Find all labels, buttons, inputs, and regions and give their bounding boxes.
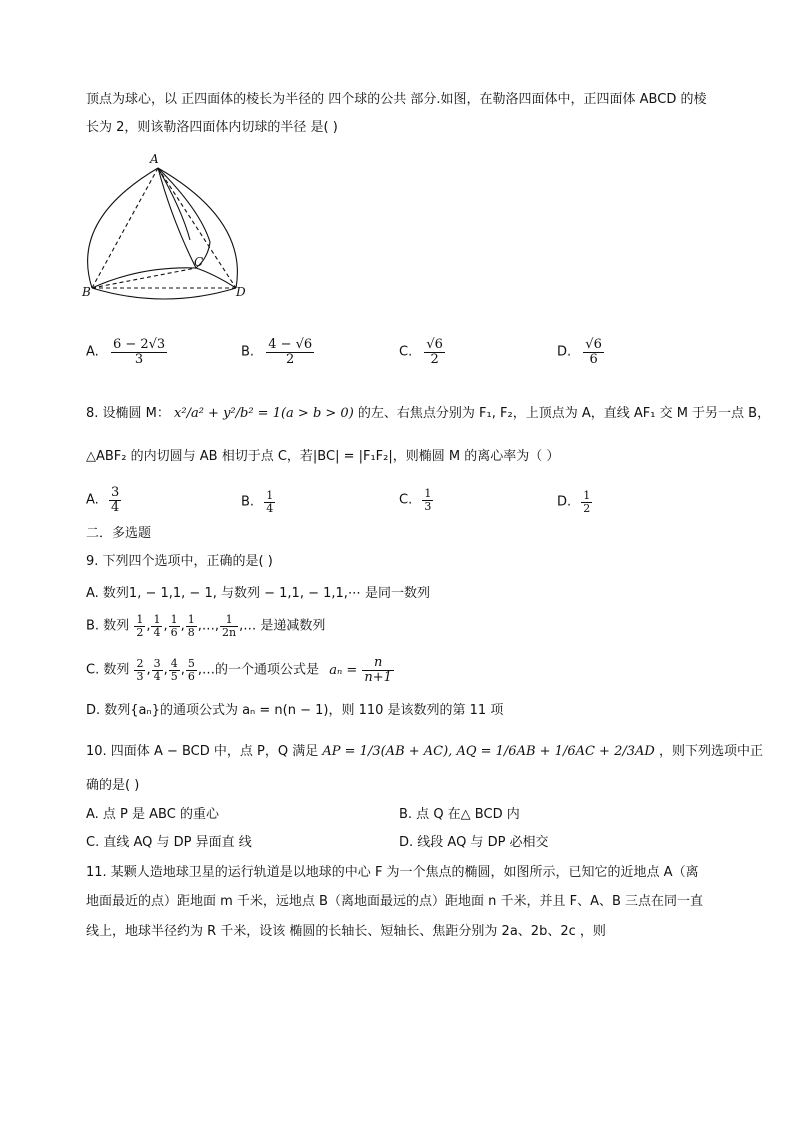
q7-option-c[interactable] [399, 338, 446, 366]
edge-a-b-dashed [92, 168, 158, 288]
edge-b-c-dashed [92, 268, 196, 288]
option-letter: D. [557, 494, 572, 510]
option-prefix: C. 数列 [86, 662, 130, 678]
arc-a-b [88, 168, 158, 288]
option-numerator: 1 [266, 489, 274, 502]
formula-lhs: aₙ = [329, 662, 358, 678]
q7-option-a[interactable] [86, 338, 168, 366]
q8-stem-line2: △ABF₂ 的内切圆与 AB 相切于点 C，若|BC| = |F₁F₂|，则椭圆 M 的离心率为（ ） [86, 449, 560, 464]
option-denominator: 3 [424, 499, 432, 513]
vertex-label-c: C [194, 255, 204, 269]
option-numerator: √6 [426, 337, 443, 352]
option-denominator: 4 [266, 501, 274, 515]
q7-stem-line1: 顶点为球心，以 正四面体的棱长为半径的 四个球的公共 部分.如图，在勒洛四面体中，正四面体 ABCD 的棱 [86, 92, 707, 107]
q10-option-d[interactable]: D. 线段 AQ 与 DP 必相交 [399, 835, 549, 850]
option-denominator: 2 [286, 351, 295, 367]
option-numerator: 6 − 2√3 [112, 337, 166, 352]
option-letter: B. [241, 494, 255, 510]
option-letter: A. [86, 492, 99, 508]
option-letter: A. [86, 344, 99, 360]
option-letter: B. [241, 344, 255, 360]
q9-option-a[interactable]: A. 数列1, − 1,1, − 1, 与数列 − 1,1, − 1,1,⋯ 是同一数列 [86, 586, 431, 601]
arc-a-c-left [158, 168, 190, 240]
formula-numerator: n [362, 656, 394, 671]
q10-tail: ，则下列选项中正 [658, 744, 763, 759]
edge-a-d-dashed [158, 168, 236, 288]
q8-option-a[interactable] [86, 486, 122, 514]
option-denominator: 2 [430, 351, 439, 367]
q9-option-b[interactable]: B. 数列 $\frac{1}{2}$ , $\frac{1}{4}$ , $\frac{1}{6}$ , $\frac{1}{8}$ ,…, $\frac{1}{2n}$ ,… 是递减数列 [86, 613, 326, 639]
q9-stem: 9. 下列四个选项中，正确的是( ) [86, 554, 273, 569]
arc-b-d [92, 288, 236, 299]
vertex-label-a: A [150, 152, 159, 166]
q11-stem-line1: 11. 某颗人造地球卫星的运行轨道是以地球的中心 F 为一个焦点的椭圆，如图所示，已知它的近地点 A（离 [86, 865, 699, 880]
option-numerator: 1 [424, 487, 432, 500]
option-prefix: B. 数列 [86, 618, 130, 634]
option-numerator: √6 [585, 337, 602, 352]
option-numerator: 3 [110, 485, 120, 500]
q7-option-b[interactable] [241, 338, 315, 366]
q8-option-b[interactable] [241, 490, 276, 514]
arc-c-d [196, 268, 236, 288]
q8-condition: 的左、右焦点分别为 F₁, F₂，上顶点为 A，直线 AF₁ 交 M 于另一点 B， [357, 406, 771, 421]
q10-stem-line2: 确的是( ) [86, 778, 140, 793]
q10-option-c[interactable]: C. 直线 AQ 与 DP 异面直 线 [86, 835, 252, 850]
q10-intro: 10. 四面体 A − BCD 中，点 P，Q 满足 [86, 744, 319, 759]
option-letter: D. [557, 344, 572, 360]
option-denominator: 4 [110, 499, 120, 515]
option-suffix: ,… 是递减数列 [239, 618, 326, 634]
option-numerator: 1 [583, 489, 591, 502]
q11-stem-line2: 地面最近的点）距地面 m 千米，远地点 B（离地面最远的点）距地面 n 千米，并且 F、A、B 三点在同一直 [86, 894, 704, 909]
section-heading-multiple-choice: 二．多选题 [86, 526, 152, 541]
option-denominator: 6 [589, 351, 598, 367]
option-denominator: 2 [583, 501, 591, 515]
q8-stem-line1 [86, 407, 770, 420]
q10-vector-equation: AP = 1/3(AB + AC), AQ = 1/6AB + 1/6AC + 2/3AD [322, 744, 655, 759]
option-letter: C. [399, 344, 413, 360]
vertex-label-b: B [82, 285, 91, 299]
q7-stem-line2: 长为 2，则该勒洛四面体内切球的半径 是( ) [86, 120, 338, 135]
reuleaux-tetrahedron-figure [80, 150, 260, 300]
vertex-label-d: D [236, 285, 246, 299]
option-letter: C. [399, 492, 413, 508]
q9-option-d[interactable]: D. 数列{aₙ}的通项公式为 aₙ = n(n − 1)，则 110 是该数列的第 11 项 [86, 703, 504, 718]
option-denominator: 3 [134, 351, 144, 367]
q8-option-d[interactable] [557, 490, 593, 514]
q8-intro: 8. 设椭圆 M： [86, 406, 170, 421]
q9-option-c[interactable]: C. 数列 $\frac{2}{3}$ , $\frac{3}{4}$ , $\frac{4}{5}$ , $\frac{5}{6}$ ,…的一个通项公式是 aₙ = $\frac{n}{n+1}$ [86, 655, 392, 685]
q10-option-b[interactable]: B. 点 Q 在△ BCD 内 [399, 807, 520, 822]
formula-denominator: n+1 [364, 669, 392, 685]
q8-ellipse-equation: x²/a² + y²/b² = 1(a > b > 0) [174, 406, 354, 421]
q10-option-a[interactable]: A. 点 P 是 ABC 的重心 [86, 807, 219, 822]
q8-option-c[interactable] [399, 488, 434, 512]
option-middle: ,…的一个通项公式是 [197, 662, 320, 678]
option-numerator: 4 − √6 [268, 337, 313, 352]
q7-option-d[interactable] [557, 338, 605, 366]
q10-stem-line1 [86, 745, 763, 758]
q11-stem-line3: 线上，地球半径约为 R 千米，设该 椭圆的长轴长、短轴长、焦距分别为 2a、2b、2c ，则 [86, 924, 606, 939]
